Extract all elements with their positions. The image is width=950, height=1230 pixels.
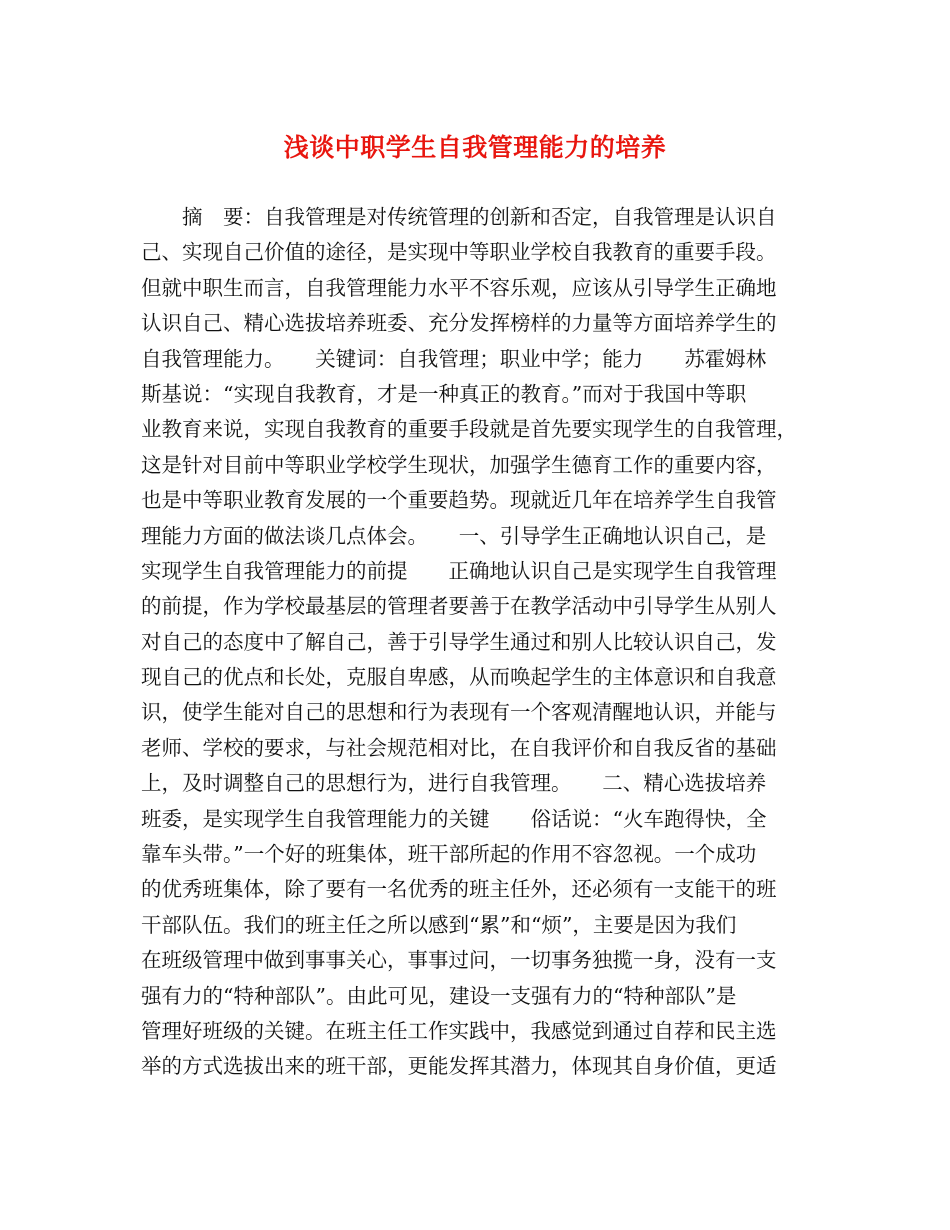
body-text-line: 自我管理能力。 关键词：自我管理；职业中学；能力 苏霍姆林 [141,346,767,371]
body-text-line: 举的方式选拔出来的班干部，更能发挥其潜力，体现其自身价值，更适 [141,1054,777,1079]
body-text-line: 老师、学校的要求，与社会规范相对比，在自我评价和自我反省的基础 [141,735,777,760]
document-body [141,200,821,1085]
body-text-line: 的前提，作为学校最基层的管理者要善于在教学活动中引导学生从别人 [141,594,777,619]
body-text-line: 上，及时调整自己的思想行为，进行自我管理。 二、精心选拔培养 [141,771,767,796]
body-text-line: 己、实现自己价值的途径，是实现中等职业学校自我教育的重要手段。 [141,240,777,265]
body-text-line: 靠车头带。”一个好的班集体，班干部所起的作用不容忽视。一个成功 [141,842,757,867]
body-text-line: 在班级管理中做到事事关心，事事过问，一切事务独揽一身，没有一支 [141,948,777,973]
body-text-line: 对自己的态度中了解自己，善于引导学生通过和别人比较认识自己，发 [141,629,777,654]
body-text-line: 干部队伍。我们的班主任之所以感到“累”和“烦”，主要是因为我们 [141,912,737,937]
document-title: 浅谈中职学生自我管理能力的培养 [283,133,667,162]
body-text-line: 实现学生自我管理能力的前提 正确地认识自己是实现学生自我管理 [141,558,777,583]
body-text-line: 斯基说：“实现自我教育，才是一种真正的教育。”而对于我国中等职 [141,381,747,406]
body-text-line: 管理好班级的关键。在班主任工作实践中，我感觉到通过自荐和民主选 [141,1018,777,1043]
body-text-line: 也是中等职业教育发展的一个重要趋势。现就近几年在培养学生自我管 [141,488,777,513]
body-text-line: 的优秀班集体，除了要有一名优秀的班主任外，还必须有一支能干的班 [141,877,777,902]
body-text-line: 班委，是实现学生自我管理能力的关键 俗话说：“火车跑得快，全 [141,806,767,831]
body-text-line: 强有力的“特种部队”。由此可见，建设一支强有力的“特种部队”是 [141,983,737,1008]
body-text-line: 识，使学生能对自己的思想和行为表现有一个客观清醒地认识，并能与 [141,700,777,725]
body-text-line: 这是针对目前中等职业学校学生现状，加强学生德育工作的重要内容， [141,452,777,477]
body-text-line: 摘 要：自我管理是对传统管理的创新和否定，自我管理是认识自 [141,205,777,229]
body-text-line: 现自己的优点和长处，克服自卑感，从而唤起学生的主体意识和自我意 [141,665,777,690]
body-text-line: 理能力方面的做法谈几点体会。 一、引导学生正确地认识自己，是 [141,523,767,548]
body-text-line: 业教育来说，实现自我教育的重要手段就是首先要实现学生的自我管理， [141,417,797,442]
body-text-line: 认识自己、精心选拔培养班委、充分发挥榜样的力量等方面培养学生的 [141,311,777,336]
body-text-line: 但就中职生而言，自我管理能力水平不容乐观，应该从引导学生正确地 [141,275,777,300]
